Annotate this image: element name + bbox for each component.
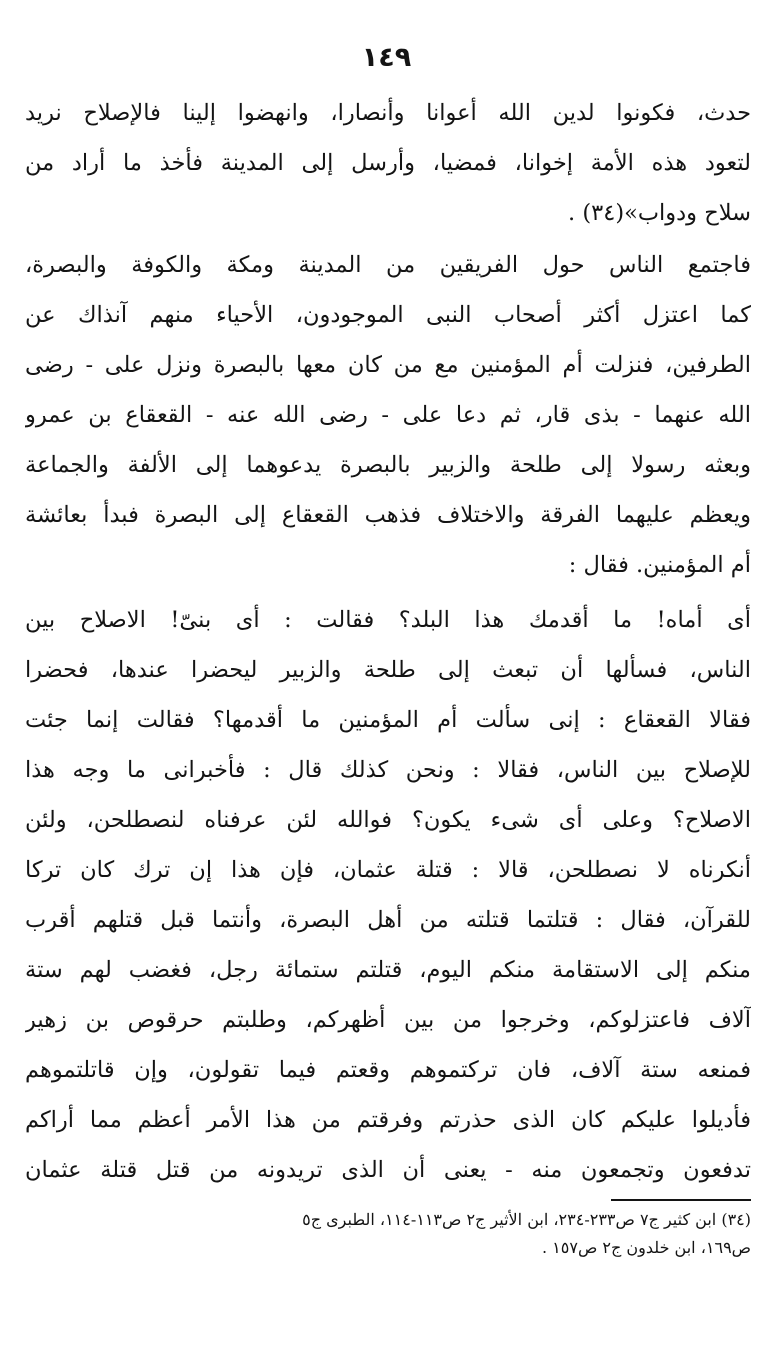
text-line: الاصلاح؟ وعلى أى شىء يكون؟ فوالله لئن عرفناه لنصطلحن، ولئن — [25, 807, 751, 833]
footnote-line: (٣٤) ابن كثير ج٧ ص٢٣٣-٢٣٤، ابن الأثير ج٢ ص١١٣-١١٤، الطبرى ج٥ — [302, 1210, 751, 1229]
text-line: حدث، فكونوا لدين الله أعوانا وأنصارا، وانهضوا إلينا فالإصلاح نريد — [25, 100, 751, 126]
text-line: للقرآن، فقال : قتلتما قتلته من أهل البصرة، وأنتما قبل قتلهم أقرب — [25, 907, 751, 933]
text-line: تدفعون وتجمعون منه - يعنى أن الذى تريدونه من قتل قتلة عثمان — [25, 1157, 751, 1183]
text-line: فمنعه ستة آلاف، فان تركتموهم وقعتم فيما تقولون، وإن قاتلتموهم — [25, 1057, 751, 1083]
text-line: سلاح ودواب»(٣٤) . — [568, 200, 751, 226]
text-line: كما اعتزل أكثر أصحاب النبى الموجودون، الأحياء منهم آنذاك عن — [25, 302, 751, 328]
text-line: الله عنهما - بذى قار، ثم دعا على - رضى الله عنه - القعقاع بن عمرو — [25, 402, 751, 428]
text-line: وبعثه رسولا إلى طلحة والزبير بالبصرة يدعوهما إلى الألفة والجماعة — [25, 452, 751, 478]
text-line: للإصلاح بين الناس، فقالا : ونحن كذلك قال : فأخبرانى ما وجه هذا — [25, 757, 751, 783]
text-line: الطرفين، فنزلت أم المؤمنين مع من كان معها بالبصرة ونزل على - رضى — [25, 352, 751, 378]
text-line: فأديلوا عليكم كان الذى حذرتم وفرقتم من هذا الأمر أعظم مما أراكم — [25, 1107, 751, 1133]
text-line: آلاف فاعتزلوكم، وخرجوا من بين أظهركم، وطلبتم حرقوص بن زهير — [25, 1007, 751, 1033]
text-line: أم المؤمنين. فقال : — [568, 552, 751, 578]
text-line: أى أماه! ما أقدمك هذا البلد؟ فقالت : أى بنىّ! الاصلاح بين — [25, 607, 751, 633]
text-line: فقالا القعقاع : إنى سألت أم المؤمنين ما أقدمها؟ فقالت إنما جئت — [25, 707, 751, 733]
text-line: منكم إلى الاستقامة منكم اليوم، قتلتم ستمائة رجل، فغضب لهم ستة — [25, 957, 751, 983]
text-line: فاجتمع الناس حول الفريقين من المدينة ومكة والكوفة والبصرة، — [25, 252, 751, 278]
text-line: أنكرناه لا نصطلحن، قالا : قتلة عثمان، فإن هذا إن ترك كان تركا — [25, 857, 751, 883]
page-number: ١٤٩ — [361, 42, 412, 73]
text-line: الناس، فسألها أن تبعث إلى طلحة والزبير ليحضرا عندها، فحضرا — [25, 657, 751, 683]
footnote-line: ص١٦٩، ابن خلدون ج٢ ص١٥٧ . — [542, 1238, 751, 1257]
text-line: ويعظم عليهما الفرقة والاختلاف فذهب القعقاع إلى البصرة فبدأ بعائشة — [25, 502, 751, 528]
text-line: لتعود هذه الأمة إخوانا، فمضيا، وأرسل إلى المدينة فأخذ ما أراد من — [25, 150, 751, 176]
footnote-divider — [611, 1199, 751, 1201]
